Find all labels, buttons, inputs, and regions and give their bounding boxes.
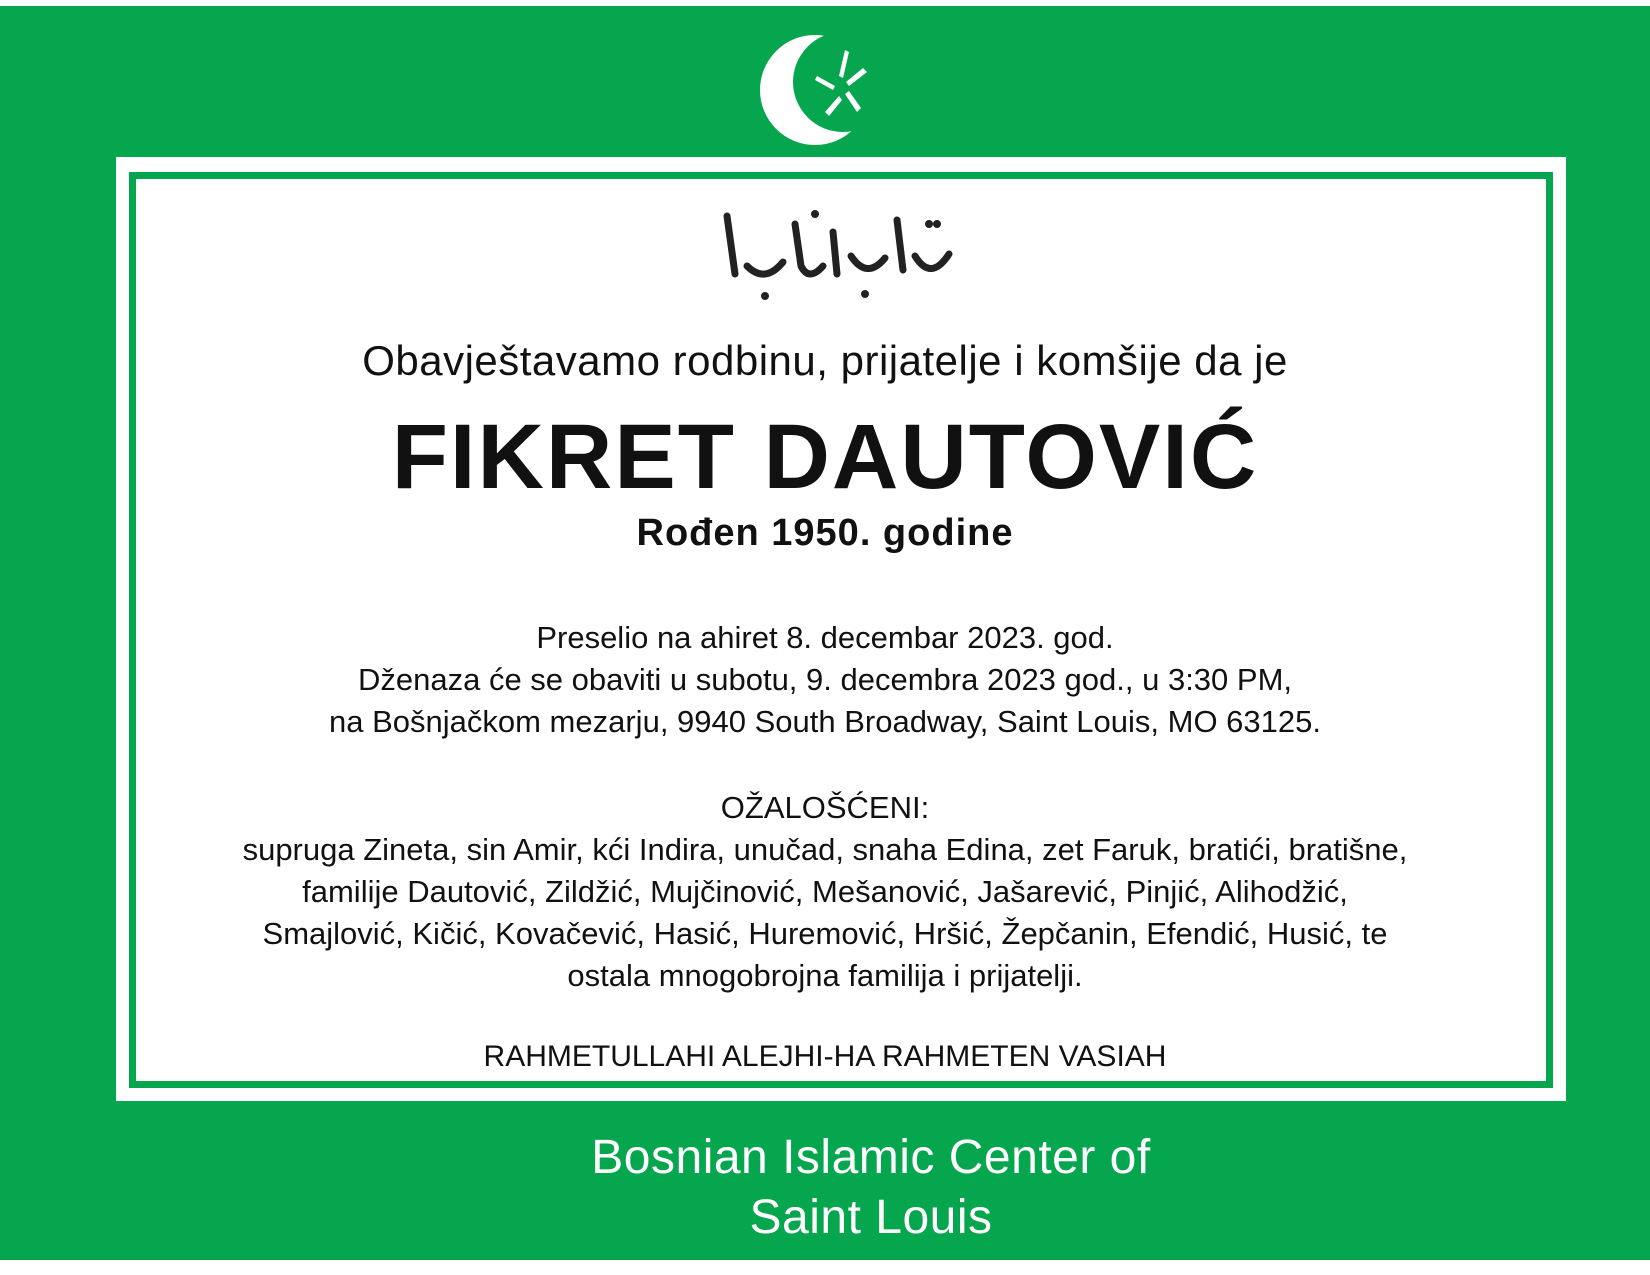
deceased-name: FIKRET DAUTOVIĆ [391, 406, 1259, 508]
birth-year: Rođen 1950. godine [636, 512, 1014, 554]
organization-name: Bosnian Islamic Center of [591, 1131, 1151, 1184]
mourners-line: familije Dautović, Zildžić, Mujčinović, Mešanović, Jašarević, Pinjić, Alihodžić, [302, 874, 1348, 909]
closing-prayer: RAHMETULLAHI ALEJHI-HA RAHMETEN VASIAH [483, 1040, 1167, 1073]
death-date: Preselio na ahiret 8. decembar 2023. god. [536, 620, 1114, 655]
mourners-line: ostala mnogobrojna familija i prijatelji. [567, 958, 1083, 993]
mourners-line: supruga Zineta, sin Amir, kći Indira, unučad, snaha Edina, zet Faruk, bratići, bratišne, [242, 832, 1408, 867]
mourners-line: Smajlović, Kičić, Kovačević, Hasić, Huremović, Hršić, Žepčanin, Efendić, Husić, te [262, 916, 1388, 951]
arabic-calligraphy-icon [705, 196, 965, 306]
intro-text: Obavještavamo rodbinu, prijatelje i komšije da je [362, 337, 1288, 384]
mourners-heading: OŽALOŠĆENI: [720, 790, 930, 825]
funeral-location: na Bošnjačkom mezarju, 9940 South Broadway, Saint Louis, MO 63125. [329, 704, 1321, 739]
organization-city: Saint Louis [749, 1191, 993, 1244]
crescent-star-icon [745, 20, 905, 160]
funeral-time: Dženaza će se obaviti u subotu, 9. decembra 2023 god., u 3:30 PM, [357, 662, 1293, 697]
